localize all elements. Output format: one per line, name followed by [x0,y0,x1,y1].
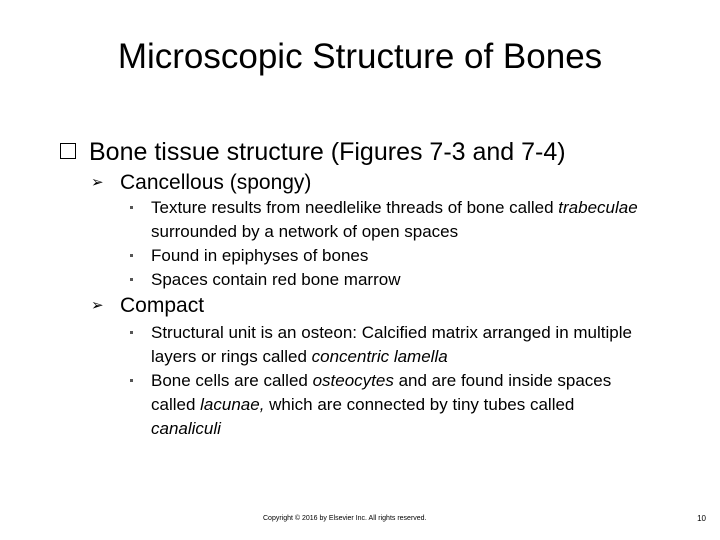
bullet-osteon [130,321,650,369]
section-heading-text: Compact [120,294,205,317]
page-number: 10 [697,514,706,523]
bullet-text: Texture results from needlelike threads of bone called trabeculae surrounded by a network of open spaces [151,198,638,241]
checkbox-bullet-icon [60,143,76,159]
square-bullet-icon [130,254,133,257]
main-bullet-text: Bone tissue structure (Figures 7-3 and 7-4) [89,138,566,166]
arrow-bullet-icon: ➢ [91,174,104,191]
section-heading-text: Cancellous (spongy) [120,171,312,194]
bullet-text: Bone cells are called osteocytes and are found inside spaces called lacunae, which are connected by tiny tubes called canaliculi [151,371,612,438]
bullet-text: Structural unit is an osteon: Calcified matrix arranged in multiple layers or rings called concentric lamella [151,323,632,366]
bullet-text: Found in epiphyses of bones [151,246,369,265]
bullet-epiphyses [130,244,650,268]
square-bullet-icon [130,278,133,281]
square-bullet-icon [130,206,133,209]
copyright-footer: Copyright © 2016 by Elsevier Inc. All rights reserved. [263,515,427,522]
bullet-text: Spaces contain red bone marrow [151,270,401,289]
arrow-bullet-icon: ➢ [91,297,104,314]
bullet-red-marrow [130,268,650,292]
slide-title: Microscopic Structure of Bones [117,37,603,76]
square-bullet-icon [130,331,133,334]
bullet-trabeculae [130,196,650,244]
square-bullet-icon [130,379,133,382]
bullet-osteocytes [130,369,620,441]
